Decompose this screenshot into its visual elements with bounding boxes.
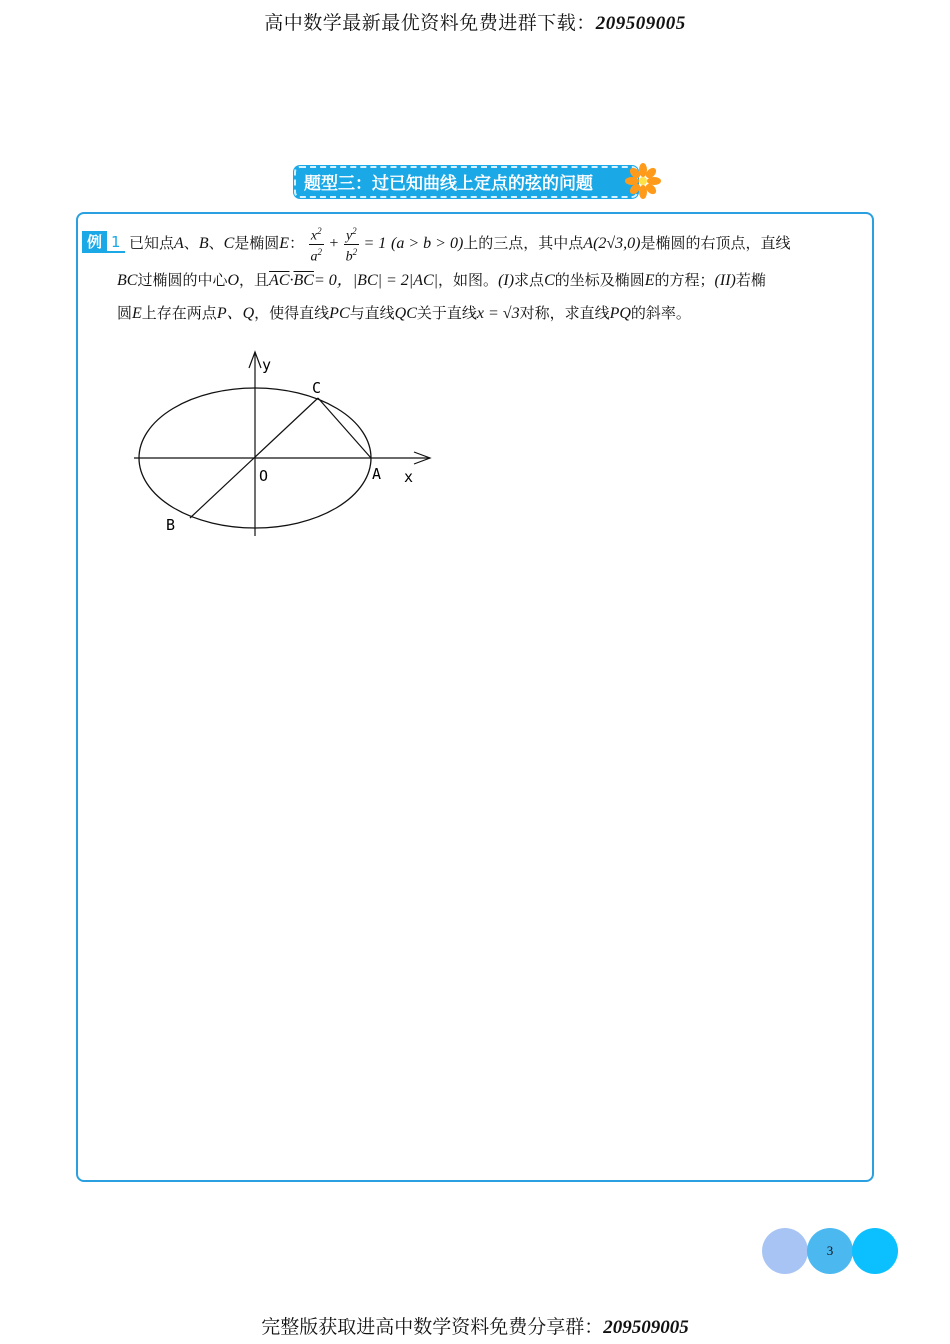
text-seg: 求点 [514, 271, 545, 290]
math-dot: · [289, 272, 294, 290]
text-seg: 的斜率。 [630, 304, 691, 323]
math-condition: (a > b > 0) [391, 235, 464, 253]
text-seg: 、 [183, 234, 199, 253]
math-A-coord: A(2√3,0) [583, 235, 641, 253]
math-PQ: P、Q [216, 305, 255, 323]
page-circle [762, 1228, 808, 1274]
text-seg: 的坐标及椭圆 [554, 271, 645, 290]
problem-line-2 [117, 264, 875, 297]
page-header [0, 8, 950, 35]
text-seg: 过椭圆的中心 [137, 271, 228, 290]
math-eq0: = 0， [313, 272, 353, 290]
part-I: (I) [498, 272, 515, 290]
math-C: C [544, 272, 555, 290]
text-seg: ，且 [239, 271, 270, 290]
text-seg: 是椭圆 [234, 234, 280, 253]
page-circle [852, 1228, 898, 1274]
text-seg: 对称，求直线 [519, 304, 610, 323]
footer-qq: 209509005 [603, 1317, 689, 1338]
example-number: 1 [107, 231, 125, 253]
label-x: x [404, 468, 414, 486]
vector-AC: $\overline{AC}$ [269, 272, 290, 290]
text-seg: 若椭 [735, 271, 766, 290]
math-C: C [223, 235, 235, 253]
math-x-line: x = √3 [476, 305, 520, 323]
fraction-x2-a2: $\frac{x^2}{a^2}$ [310, 226, 322, 265]
label-A: A [372, 465, 382, 483]
footer-text: 完整版获取进高中数学资料免费分享群： [261, 1316, 604, 1338]
example-label-text: 例 [82, 231, 107, 253]
label-C: C [312, 379, 322, 397]
text-seg: ，使得直线 [254, 304, 330, 323]
text-seg: 上存在两点 [141, 304, 217, 323]
math-E: E [279, 235, 290, 253]
text-seg: 是椭圆的右顶点，直线 [640, 234, 791, 253]
math-PC: PC [329, 305, 350, 323]
header-qq: 209509005 [595, 13, 686, 34]
part-II: (II) [714, 272, 736, 290]
math-A: A [174, 235, 184, 253]
label-B: B [166, 516, 176, 534]
math-B: B [198, 235, 209, 253]
problem-line-1 [117, 224, 875, 264]
text-seg: 圆 [117, 304, 133, 323]
math-plus: + [328, 235, 340, 253]
problem-text [117, 224, 875, 330]
page-number-badge [762, 1228, 902, 1278]
text-seg: 与直线 [349, 304, 395, 323]
flower-icon [624, 162, 662, 200]
text-seg: 上的三点，其中点 [463, 234, 584, 253]
math-E: E [644, 272, 655, 290]
vector-BC: $\overline{BC}$ [293, 272, 314, 290]
math-eq1: = 1 [363, 235, 387, 253]
math-QC: QC [394, 305, 417, 323]
text-seg: 已知点 [129, 234, 175, 253]
math-E: E [132, 305, 142, 323]
page-footer [0, 1312, 950, 1339]
text-seg: ： [289, 234, 305, 253]
math-abs: |BC| = 2|AC| [352, 272, 439, 290]
segment-CA [318, 398, 371, 458]
text-seg: 的方程； [654, 271, 715, 290]
section-title-badge [294, 166, 638, 198]
fraction-y2-b2: $\frac{y^2}{b^2}$ [345, 226, 358, 265]
ellipse-figure [132, 346, 437, 541]
text-seg: 关于直线 [416, 304, 477, 323]
label-O: O [259, 467, 269, 485]
page-number: 3 [826, 1243, 834, 1258]
text-seg: ，如图。 [438, 271, 499, 290]
problem-line-3 [117, 297, 875, 330]
header-text: 高中数学最新最优资料免费进群下载： [264, 12, 596, 34]
section-title: 题型三：过已知曲线上定点的弦的问题 [304, 174, 593, 194]
label-y: y [262, 356, 272, 374]
math-BC: BC [117, 272, 138, 290]
text-seg: 、 [208, 234, 224, 253]
math-O: O [227, 272, 240, 290]
math-PQ: PQ [609, 305, 631, 323]
